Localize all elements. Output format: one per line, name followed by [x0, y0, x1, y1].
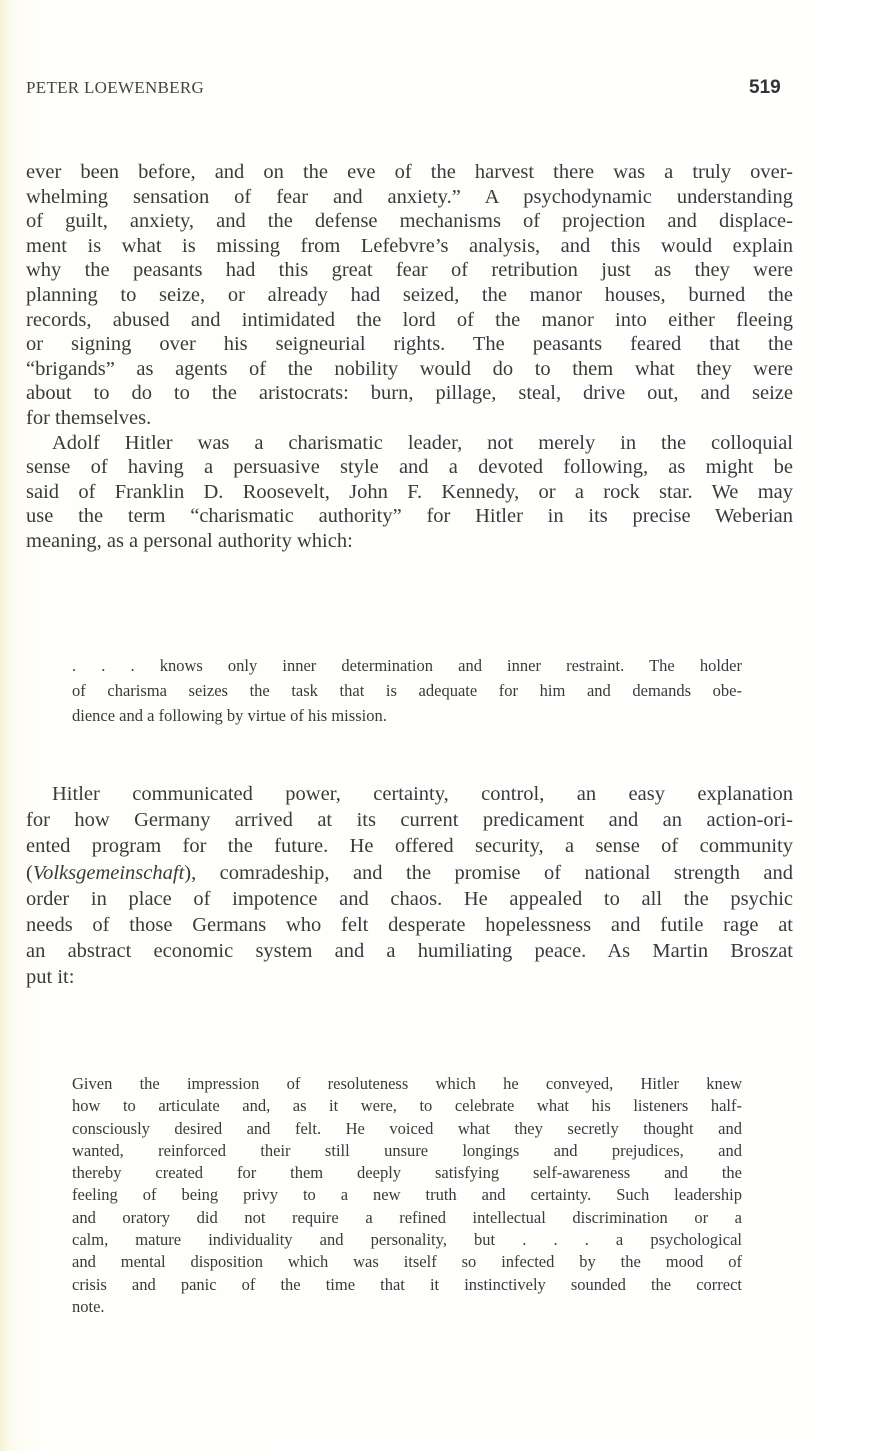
page-number: 519	[749, 77, 781, 98]
text-line: dience and a following by virtue of his mission.	[72, 706, 387, 725]
block-quote-broszat	[72, 1073, 742, 1318]
running-head-author: PETER LOEWENBERG	[26, 78, 205, 97]
text-line: records, abused and intimidated the lord of the manor into either fleeing	[26, 308, 793, 331]
text-line: put it:	[26, 966, 75, 989]
text-line: needs of those Germans who felt desperate hopelessness and futile rage at	[26, 914, 793, 937]
text-line: ented program for the future. He offered security, a sense of community	[26, 835, 793, 858]
text-line: whelming sensation of fear and anxiety.” A psychodynamic understanding	[26, 185, 793, 208]
text-line: wanted, reinforced their still unsure longings and prejudices, and	[72, 1140, 742, 1160]
text-line: crisis and panic of the time that it instinctively sounded the correct	[72, 1274, 742, 1294]
text-line: and mental disposition which was itself so infected by the mood of	[72, 1252, 742, 1272]
text-line: meaning, as a personal authority which:	[26, 529, 353, 552]
text-line: planning to seize, or already had seized, the manor houses, burned the	[26, 283, 793, 306]
text-line: Adolf Hitler was a charismatic leader, not merely in the colloquial	[52, 431, 793, 454]
text-line: why the peasants had this great fear of retribution just as they were	[26, 259, 793, 282]
text-line: and oratory did not require a refined intellectual discrimination or a	[72, 1207, 742, 1227]
text-line: about to do to the aristocrats: burn, pillage, steal, drive out, and seize	[26, 382, 793, 405]
block-quote-weber	[72, 653, 742, 728]
text-line: for how Germany arrived at its current predicament and an action-ori-	[26, 809, 793, 832]
text-line: of charisma seizes the task that is adequate for him and demands obe-	[72, 681, 742, 700]
text-line: (Volksgemeinschaft), comradeship, and the promise of national strength and	[26, 861, 793, 884]
text-line: of guilt, anxiety, and the defense mechanisms of projection and displace-	[26, 210, 793, 233]
text-line: “brigands” as agents of the nobility would do to them what they were	[26, 357, 793, 380]
text-line: order in place of impotence and chaos. He appealed to all the psychic	[26, 887, 793, 910]
text-line: Hitler communicated power, certainty, control, an easy explanation	[52, 783, 793, 805]
text-line: calm, mature individuality and personality, but . . . a psychological	[72, 1230, 742, 1250]
text-line: use the term “charismatic authority” for Hitler in its precise Weberian	[26, 505, 793, 528]
text-line: consciously desired and felt. He voiced what they secretly thought and	[72, 1118, 742, 1138]
text-line: ment is what is missing from Lefebvre’s analysis, and this would explain	[26, 234, 793, 257]
text-line: sense of having a persuasive style and a devoted following, as might be	[26, 456, 793, 479]
text-line: ever been before, and on the eve of the harvest there was a truly over-	[26, 161, 793, 183]
text-line: Given the impression of resoluteness which he conveyed, Hitler knew	[72, 1074, 742, 1093]
text-line: thereby created for them deeply satisfying self-awareness and the	[72, 1163, 742, 1183]
body-paragraphs-1	[26, 160, 793, 554]
body-paragraph-2	[26, 781, 793, 991]
text-line: an abstract economic system and a humiliating peace. As Martin Broszat	[26, 940, 793, 963]
text-line: for themselves.	[26, 406, 152, 429]
text-line: . . . knows only inner determination and inner restraint. The holder	[72, 656, 742, 675]
text-line: feeling of being privy to a new truth and certainty. Such leadership	[72, 1185, 742, 1205]
text-line: note.	[72, 1296, 105, 1316]
text-line: how to articulate and, as it were, to celebrate what his listeners half-	[72, 1096, 742, 1116]
text-line: or signing over his seigneurial rights. The peasants feared that the	[26, 333, 793, 356]
text-line: said of Franklin D. Roosevelt, John F. Kennedy, or a rock star. We may	[26, 480, 793, 503]
